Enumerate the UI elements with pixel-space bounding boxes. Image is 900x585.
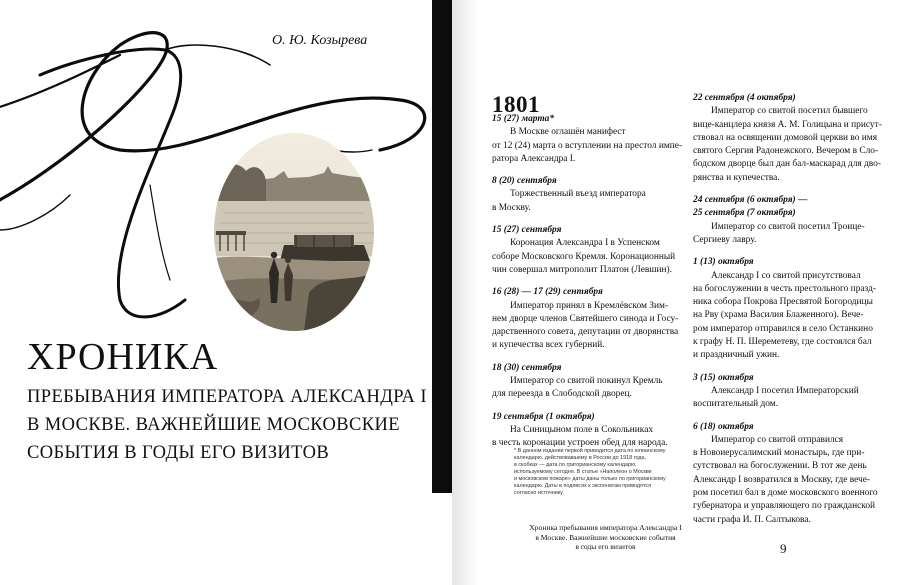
subtitle-line: В МОСКВЕ. ВАЖНЕЙШИЕ МОСКОВСКИЕ — [27, 415, 400, 435]
entry-line: для переезда в Слободской дворец. — [492, 389, 632, 400]
chronicle-title: ХРОНИКА — [27, 336, 219, 378]
entry-date: 18 (30) сентября — [492, 362, 562, 373]
right-page — [452, 0, 900, 585]
entry-date: 3 (15) октября — [693, 372, 754, 383]
entry-line: Александр I посетил Императорский — [711, 385, 859, 396]
chronicle-entry — [693, 194, 898, 247]
footnote-line: и московском пожаре» даты даны только по григорианскому — [514, 476, 666, 482]
chronicle-entry — [492, 286, 698, 352]
entry-line: ствовал на освящении домовой церкви во имя — [693, 132, 878, 143]
entry-line: чин совершал митрополит Платон (Левшин). — [492, 264, 673, 275]
entry-line: Император со свитой отправился — [711, 434, 844, 445]
entry-line: соборе Московского Кремля. Коронационный — [492, 251, 676, 262]
entry-line: Александр I со свитой присутствовал — [711, 270, 861, 281]
entry-date: 24 сентября (6 октября) — — [693, 195, 808, 206]
entry-line: и праздничный ужин. — [693, 350, 780, 361]
footnote-line: согласно источнику. — [514, 490, 564, 496]
entry-date: 15 (27) марта* — [492, 114, 555, 124]
chronicle-subtitle — [27, 383, 427, 467]
entry-line: святого Сергия Радонежского. Вечером в Сло- — [693, 146, 879, 157]
entry-line: ром император отправился в село Останкино — [693, 323, 873, 334]
entry-date: 19 сентября (1 октября) — [492, 411, 595, 422]
chronicle-entry — [693, 92, 898, 185]
entry-date-end: 25 сентября (7 октября) — [693, 208, 796, 219]
entry-line: Коронация Александра I в Успенском — [510, 238, 660, 249]
footnote-line: календарю, действовавшему в России до 1918 года, — [514, 455, 646, 461]
footnote-line: в скобках — дата по григорианскому календарю, — [514, 462, 637, 468]
entry-line: ратора Александра I. — [492, 153, 576, 164]
entry-line: нем дворце членов Святейшего синода и Госу- — [492, 313, 679, 324]
subtitle-line: СОБЫТИЯ В ГОДЫ ЕГО ВИЗИТОВ — [27, 443, 330, 463]
entry-line: в честь коронации устроен обед для народа. — [492, 438, 668, 449]
entry-line: к графу Н. П. Шереметеву, где состоялся бал — [693, 337, 872, 348]
running-head — [518, 523, 693, 552]
entry-date: 8 (20) сентября — [492, 176, 557, 187]
footnote-line: * В данном издании первой приводится дата по юлианскому — [514, 448, 666, 454]
entry-line: На Синицыном поле в Сокольниках — [510, 424, 654, 435]
chronicle-entry — [492, 224, 698, 277]
chronicle-entry — [492, 113, 698, 166]
running-head-line: Хроника пребывания императора Александра I — [529, 523, 682, 532]
chronicle-column-right — [693, 92, 898, 536]
entry-date: 6 (18) октября — [693, 421, 754, 432]
entry-date: 1 (13) октября — [693, 257, 754, 268]
entry-line: Александр I возвратился в Москву, где вече- — [693, 474, 871, 485]
subtitle-line: ПРЕБЫВАНИЯ ИМПЕРАТОРА АЛЕКСАНДРА I — [27, 387, 427, 407]
entry-line: ника собора Покрова Пресвятой Богородицы — [693, 297, 873, 308]
entry-line: от 12 (24) марта о вступлении на престол импе- — [492, 140, 683, 151]
gutter-bar — [432, 0, 452, 493]
entry-line: рянства и купечества. — [693, 172, 780, 183]
entry-line: в Москву. — [492, 202, 531, 213]
entry-line: на Рву (храма Василия Блаженного). Вечe- — [693, 310, 864, 321]
oval-engraving-river-landscape-icon — [214, 133, 374, 331]
footnote — [514, 448, 704, 497]
page-number: 9 — [780, 541, 787, 556]
entry-date: 16 (28) — 17 (29) сентября — [492, 287, 603, 298]
footnote-line: используемому сегодня. В статье «Наполеон о Москве — [514, 469, 652, 475]
chronicle-entry — [492, 175, 698, 215]
running-head-line: в годы его визитов — [575, 542, 636, 551]
entry-line: сутствовал на богослужении. В тот же день — [693, 461, 867, 472]
entry-line: дарственного совета, депутации от дворянства — [492, 327, 679, 338]
entry-line: Сергиеву лавру. — [693, 234, 757, 245]
entry-line: Император со свитой посетил Троице- — [711, 221, 865, 232]
entry-line: части графа И. П. Салтыкова. — [693, 514, 811, 525]
entry-line: воспитательный дом. — [693, 399, 779, 410]
chronicle-column-left — [492, 113, 698, 460]
chronicle-entry — [693, 372, 898, 412]
entry-line: губернатора и управляющего по гражданской — [693, 501, 876, 512]
chronicle-entry — [693, 421, 898, 527]
chronicle-entry — [492, 362, 698, 402]
entry-line: в Новоиерусалимский монастырь, где при- — [693, 448, 865, 459]
entry-line: на богослужении в честь престольного празд- — [693, 283, 876, 294]
running-head-line: в Москве. Важнейшие московские события — [535, 532, 676, 542]
entry-line: ром посетил бал в доме московского военного — [693, 488, 878, 499]
chronicle-entry — [693, 256, 898, 362]
entry-date: 15 (27) сентября — [492, 225, 562, 236]
entry-date: 22 сентября (4 октября) — [693, 93, 796, 103]
entry-line: Император со свитой посетил бывшего — [711, 106, 868, 117]
entry-line: Император принял в Кремлёвском Зим- — [510, 300, 669, 311]
author-name: О. Ю. Козырева — [272, 33, 368, 48]
chronicle-entry — [492, 411, 698, 451]
entry-line: Торжественный въезд императора — [510, 189, 646, 200]
footnote-line: календарю. Даты в подписях к экспонатам приводятся — [514, 483, 651, 489]
entry-line: Император со свитой покинул Кремль — [510, 376, 663, 387]
entry-line: и купечества всех губерний. — [492, 340, 605, 351]
entry-line: вице-канцлера князя А. М. Голицына и присут- — [693, 119, 882, 130]
entry-line: бодском дворце был дан бал-маскарад для дво- — [693, 159, 881, 170]
left-page — [0, 0, 432, 585]
year-heading: 1801 — [492, 92, 540, 117]
entry-line: В Москве оглашён манифест — [510, 127, 626, 138]
